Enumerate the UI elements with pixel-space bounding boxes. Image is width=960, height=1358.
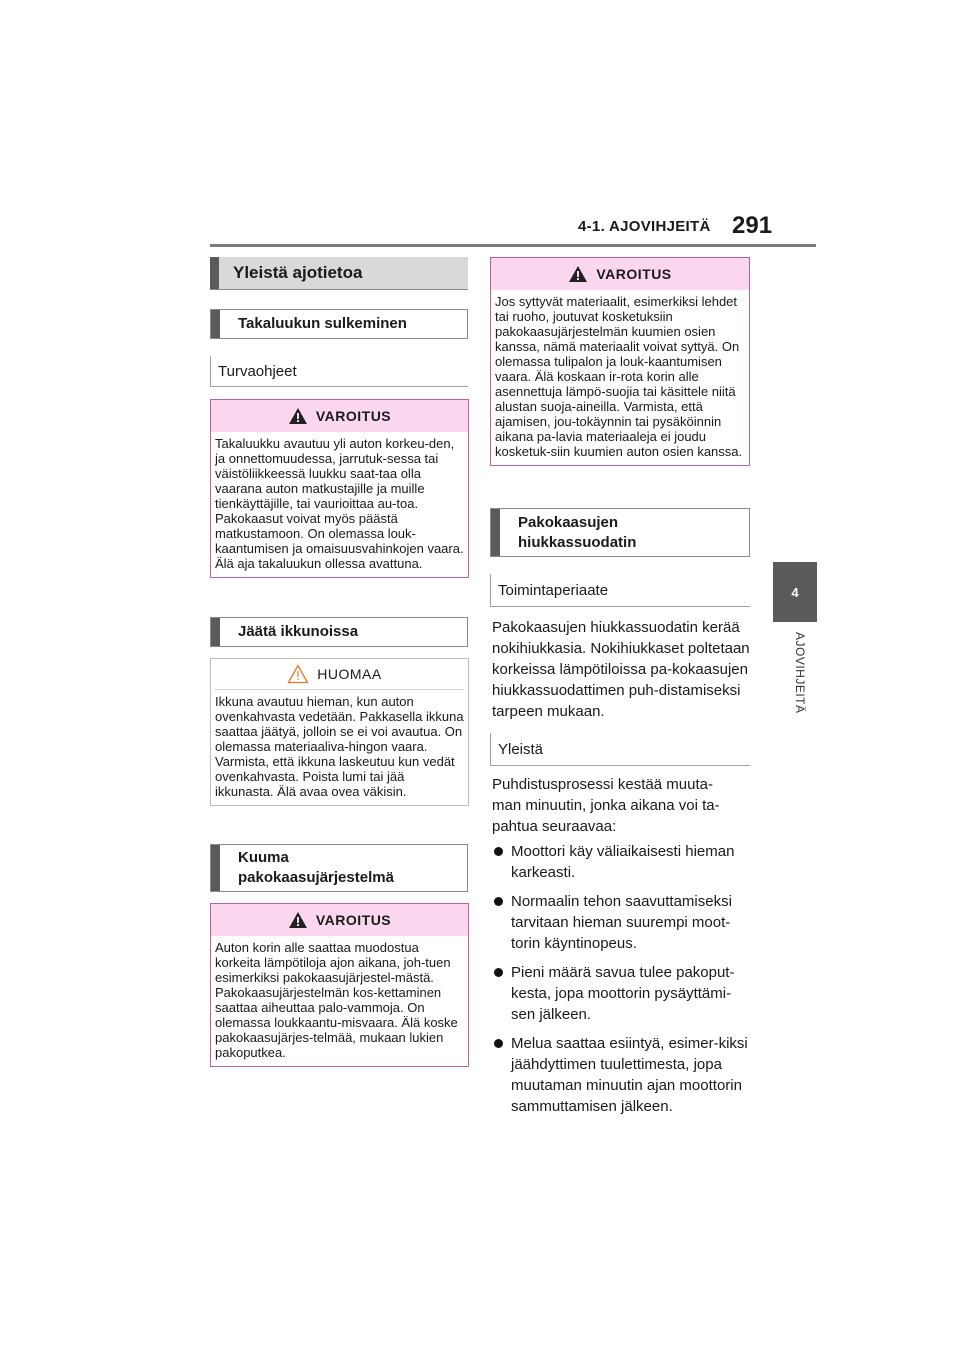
list-item [492, 962, 750, 1025]
bullet-icon [494, 968, 503, 977]
main-heading-text: Yleistä ajotietoa [233, 263, 363, 282]
subheading-safety: Turvaohjeet [210, 356, 468, 387]
warning-header [491, 258, 749, 290]
section-heading-text: Jäätä ikkunoissa [238, 623, 359, 640]
section-heading-ice [210, 617, 468, 647]
chapter-label: AJOVIHJEITÄ [793, 632, 807, 714]
warning-header [211, 400, 468, 432]
caution-icon [287, 664, 309, 684]
notice-box-ice [210, 658, 469, 806]
section-heading-text: Pakokaasujen hiukkassuodatin [518, 513, 637, 551]
list-item [492, 891, 750, 954]
bullet-list [492, 841, 750, 1125]
warning-icon [568, 265, 588, 283]
warning-icon [288, 911, 308, 929]
section-heading-tailgate [210, 309, 468, 339]
list-item-text: Moottori käy väliaikaisesti hieman karkeasti. [511, 843, 735, 881]
warning-title: VAROITUS [315, 408, 392, 424]
paragraph-filter: Pakokaasujen hiukkassuodatin kerää nokihiukkasia. Nokihiukkaset poltetaan korkeissa lämpötiloissa pa-kokaasujen hiukkassuodattimen puh-distamiseksi tarpeen mukaan. [492, 619, 750, 720]
page-number: 291 [732, 212, 773, 239]
warning-title: VAROITUS [596, 266, 672, 282]
notice-header [201, 659, 468, 689]
list-item-text: Melua saattaa esiintyä, esimer-kiksi jäähdyttimen tuulettimesta, jopa muutaman minuutin ajan moottorin sammuttamisen jälkeen. [511, 1035, 748, 1115]
warning-icon [288, 407, 308, 425]
warning-header [211, 904, 468, 936]
section-heading-particulate-filter [490, 508, 750, 557]
subheading-general: Yleistä [490, 733, 750, 766]
notice-text: Ikkuna avautuu hieman, kun auton ovenkahvasta vedetään. Pakkasella ikkuna saattaa jäätyä, jolloin se ei voi avautua. On olemassa materiaaliva-hingon vaara. Varmista, että ikkuna laskeutuu kun vedät ovenkahvasta. Poista lumi tai jää ikkunasta. Älä avaa ovea väkisin. [215, 689, 464, 805]
list-item-text: Normaalin tehon saavuttamiseksi tarvitaan hieman suurempi moot-torin käyntinopeus. [511, 893, 732, 952]
header-rule [210, 244, 816, 247]
warning-text: Takaluukku avautuu yli auton korkeu-den, ja onnettomuudessa, jarrutuk-sessa tai väistöliikkeessä luukku saat-taa olla vaarana auton matkustajille ja muille tienkäyttäjille, tai vaurioittaa au-toa. Pakokaasut voivat myös päästä matkustamoon. On olemassa louk-kaantumisen ja omaisuusvahinkojen vaara. Älä aja takaluukun ollessa avattuna. [215, 436, 464, 571]
section-heading-text: Takaluukun sulkeminen [238, 315, 407, 332]
main-heading [210, 257, 468, 290]
bullet-icon [494, 847, 503, 856]
warning-title: VAROITUS [315, 912, 392, 928]
subheading-operating-principle: Toimintaperiaate [490, 574, 750, 607]
warning-box-exhaust [210, 903, 469, 1067]
warning-box-flammable [490, 257, 750, 466]
section-heading-exhaust [210, 844, 468, 892]
bullet-icon [494, 1039, 503, 1048]
section-heading-text: Kuuma pakokaasujärjestelmä [238, 849, 394, 886]
bullet-icon [494, 897, 503, 906]
warning-text: Auton korin alle saattaa muodostua korkeita lämpötiloja ajon aikana, joh-tuen esimerkiksi pakokaasujärjestel-mästä. Pakokaasujärjestelmän kos-kettaminen saattaa aiheuttaa palo-vammoja. On olemassa loukkaantu-misvaara. Älä koske pakokaasujärjes-telmää, mukaan lukien pakoputkea. [215, 940, 458, 1060]
notice-title: HUOMAA [317, 666, 382, 682]
section-label: 4-1. AJOVIHJEITÄ [578, 218, 711, 235]
warning-box-tailgate [210, 399, 469, 578]
warning-text: Jos syttyvät materiaalit, esimerkiksi lehdet tai ruoho, joutuvat kosketuksiin pakokaasujärjestelmän kuumien osien kanssa, nämä materiaalit voivat syttyä. On olemassa tulipalon ja louk-kaantumisen vaara. Älä koskaan ir-rota korin alle asennettuja lämpö-suojia tai käsittele niitä alustan suoja-aineilla. Varmista, että ajamisen, jou-tokäynnin tai pysäköinnin aikana pa-lavia materiaaleja ei joudu kosketuk-siin kuumien auton osien kanssa. [495, 294, 743, 459]
chapter-tab: 4 [773, 562, 817, 622]
list-item-text: Pieni määrä savua tulee pakoput-kesta, jopa moottorin pysäyttämi-sen jälkeen. [511, 964, 735, 1023]
list-item [492, 841, 750, 883]
paragraph-cleaning: Puhdistusprosessi kestää muuta-man minuutin, jonka aikana voi ta-pahtua seuraavaa: [492, 776, 720, 835]
list-item [492, 1033, 750, 1117]
